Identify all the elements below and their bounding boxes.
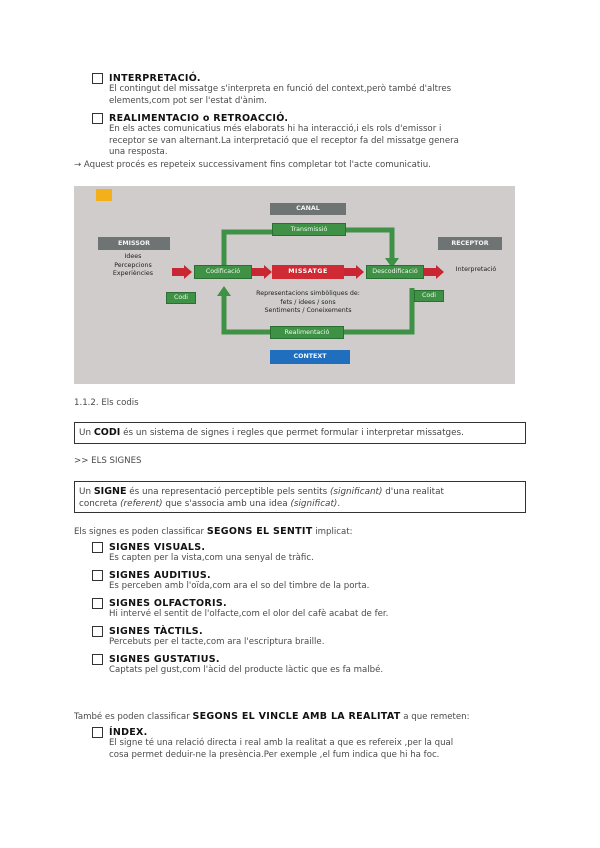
- item-title: REALIMENTACIO o RETROACCIÓ.: [109, 113, 289, 124]
- signe-definition-box: Un SIGNE és una representació perceptible pels sentits (significant) d'una realitat concreta (referent) que s'associa amb una idea (significat).: [74, 481, 526, 513]
- transmissio-label: Transmissió: [272, 223, 346, 236]
- section-signes: >> ELS SIGNES: [74, 456, 142, 466]
- emissor-label: EMISSOR: [98, 237, 170, 250]
- classify-sentit-line: Els signes es poden classificar SEGONS EL SENTIT implicat:: [74, 526, 353, 537]
- interpretacio-label: Interpretació: [455, 266, 497, 273]
- classify-vincle-line: També es poden classificar SEGONS EL VINCLE AMB LA REALITAT a que remeten:: [74, 711, 470, 722]
- checkbox-icon: [92, 727, 103, 738]
- checkbox-icon: [92, 654, 103, 665]
- item-signes-auditius: SIGNES AUDITIUS. Es perceben amb l'oïda,com ara el so del timbre de la porta.: [92, 570, 522, 593]
- checkbox-icon: [92, 542, 103, 553]
- codi-definition-box: Un CODI és un sistema de signes i regles que permet formular i interpretar missatges.: [74, 422, 526, 444]
- emissor-items: Idees Percepcions Experiències: [112, 253, 154, 277]
- codi-left-label: Codi: [166, 292, 196, 304]
- process-line: → Aquest procés es repeteix successivament fins completar tot l'acte comunicatiu.: [74, 160, 431, 170]
- item-signes-olfactoris: SIGNES OLFACTORIS. Hi intervé el sentit de l'olfacte,com el olor del cafè acabat de fer.: [92, 598, 522, 621]
- canal-label: CANAL: [270, 203, 346, 215]
- realimentacio-label: Realimentació: [270, 326, 344, 339]
- signe-keyword: SIGNE: [93, 486, 127, 497]
- item-signes-tactils: SIGNES TÀCTILS. Percebuts per el tacte,com ara l'escriptura braille.: [92, 626, 522, 649]
- item-description: El contingut del missatge s'interpreta en funció del context,però també d'altres elements,com pot ser l'estat d'ànim.: [109, 84, 452, 106]
- checkbox-icon: [92, 570, 103, 581]
- checkbox-icon: [92, 626, 103, 637]
- codi-keyword: CODI: [93, 427, 121, 438]
- checkbox-icon: [92, 73, 103, 84]
- checkbox-icon: [92, 598, 103, 609]
- checkbox-icon: [92, 113, 103, 124]
- item-title: INTERPRETACIÓ.: [109, 73, 201, 84]
- item-description: En els actes comunicatius més elaborats hi ha interacció,i els rols d'emissor i receptor se van alternant.La interpretació que el receptor fa del missatge genera una resposta.: [109, 124, 459, 157]
- codificacio-label: Codificació: [194, 265, 252, 279]
- item-index: ÍNDEX. El signe té una relació directa i real amb la realitat a que es refereix ,per la qual cosa permet deduir-ne la presència.Per exemple ,el fum indica que hi ha foc.: [92, 727, 522, 761]
- item-interpretacio: [92, 73, 522, 107]
- item-signes-visuals: SIGNES VISUALS. Es capten per la vista,com una senyal de tràfic.: [92, 542, 522, 565]
- context-label: CONTEXT: [270, 350, 350, 364]
- item-realimentacio: [92, 113, 522, 159]
- codi-right-label: Codi: [414, 290, 444, 302]
- representacions-text: Representacions simbòliques de: fets / idees / sons Sentiments / Coneixements: [256, 290, 360, 314]
- descodificacio-label: Descodificació: [366, 265, 424, 279]
- receptor-label: RECEPTOR: [438, 237, 502, 250]
- communication-diagram: [74, 186, 515, 384]
- section-codis: 1.1.2. Els codis: [74, 398, 139, 408]
- missatge-label: MISSATGE: [272, 265, 344, 279]
- item-signes-gustatius: SIGNES GUSTATIUS. Captats pel gust,com l'àcid del producte làctic que es fa malbé.: [92, 654, 522, 677]
